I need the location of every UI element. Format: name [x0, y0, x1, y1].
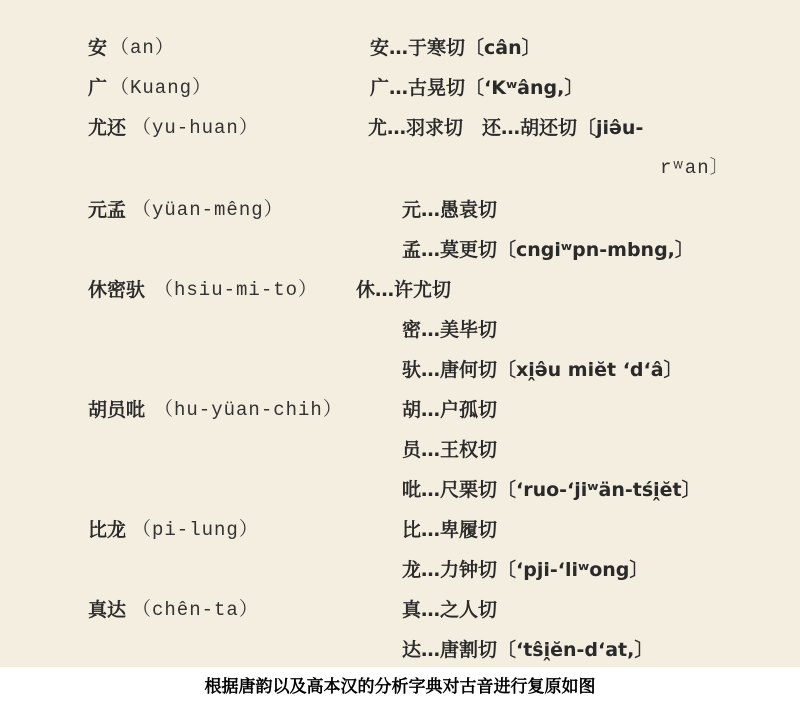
- headword-yuan-meng: 元孟: [88, 199, 127, 221]
- entry-an: 安…于寒切〔cân〕: [370, 37, 541, 59]
- romanization-hsiu-mi-to: （hsiu-mi-to）: [154, 279, 319, 301]
- romanization-yuan-meng: （yüan-mêng）: [132, 199, 284, 221]
- caption: 根据唐韵以及高本汉的分析字典对古音进行复原如图: [204, 677, 596, 697]
- headword-kuang: 广: [88, 77, 108, 99]
- headword-an: 安: [88, 37, 108, 59]
- romanization-kuang: （Kuang）: [110, 77, 213, 99]
- headword-hu-yuan-chih: 胡员吡: [88, 399, 146, 421]
- headword-yu-huan: 尤还: [88, 117, 127, 139]
- headword-pi-lung: 比龙: [88, 519, 127, 541]
- romanization-pi-lung: （pi-lung）: [132, 519, 259, 541]
- entry-mi: 密…美毕切: [402, 319, 498, 341]
- romanization-hu-yuan-chih: （hu-yüan-chih）: [154, 399, 343, 421]
- romanization-yu-huan: （yu-huan）: [132, 117, 259, 139]
- entry-hu: 胡…户孤切: [402, 399, 498, 421]
- entry-lung: 龙…力钟切〔‘pji-‘liʷong〕: [402, 559, 649, 581]
- romanization-an: （an）: [110, 37, 175, 59]
- entry-yuan2: 员…王权切: [402, 439, 498, 461]
- entry-to: 驮…唐何切〔xi̭ə̂u miĕt ‘d‘â〕: [402, 359, 683, 381]
- entry-chih: 吡…尺栗切〔‘ruo-‘jiʷän-tśi̭ĕt〕: [402, 479, 701, 501]
- entry-hsiu: 休…许尤切: [356, 279, 452, 301]
- headword-hsiu-mi-to: 休密驮: [88, 279, 146, 301]
- entry-ta: 达…唐割切〔‘tŝi̭ĕn-d‘at,〕: [402, 639, 654, 661]
- entry-yu-huan: 尤…羽求切 还…胡还切〔jiə̂u-: [368, 117, 644, 139]
- romanization-chen-ta: （chên-ta）: [132, 599, 259, 621]
- entry-yuan: 元…愚袁切: [402, 199, 498, 221]
- headword-chen-ta: 真达: [88, 599, 127, 621]
- entry-pi: 比…卑履切: [402, 519, 498, 541]
- entry-meng: 孟…莫更切〔cngiʷpn-mbng,〕: [402, 239, 694, 261]
- entry-kuang: 广…古晃切〔‘Kʷâng,〕: [370, 77, 584, 99]
- entry-yu-huan-continued: rʷan〕: [660, 157, 730, 179]
- entry-chen: 真…之人切: [402, 599, 498, 621]
